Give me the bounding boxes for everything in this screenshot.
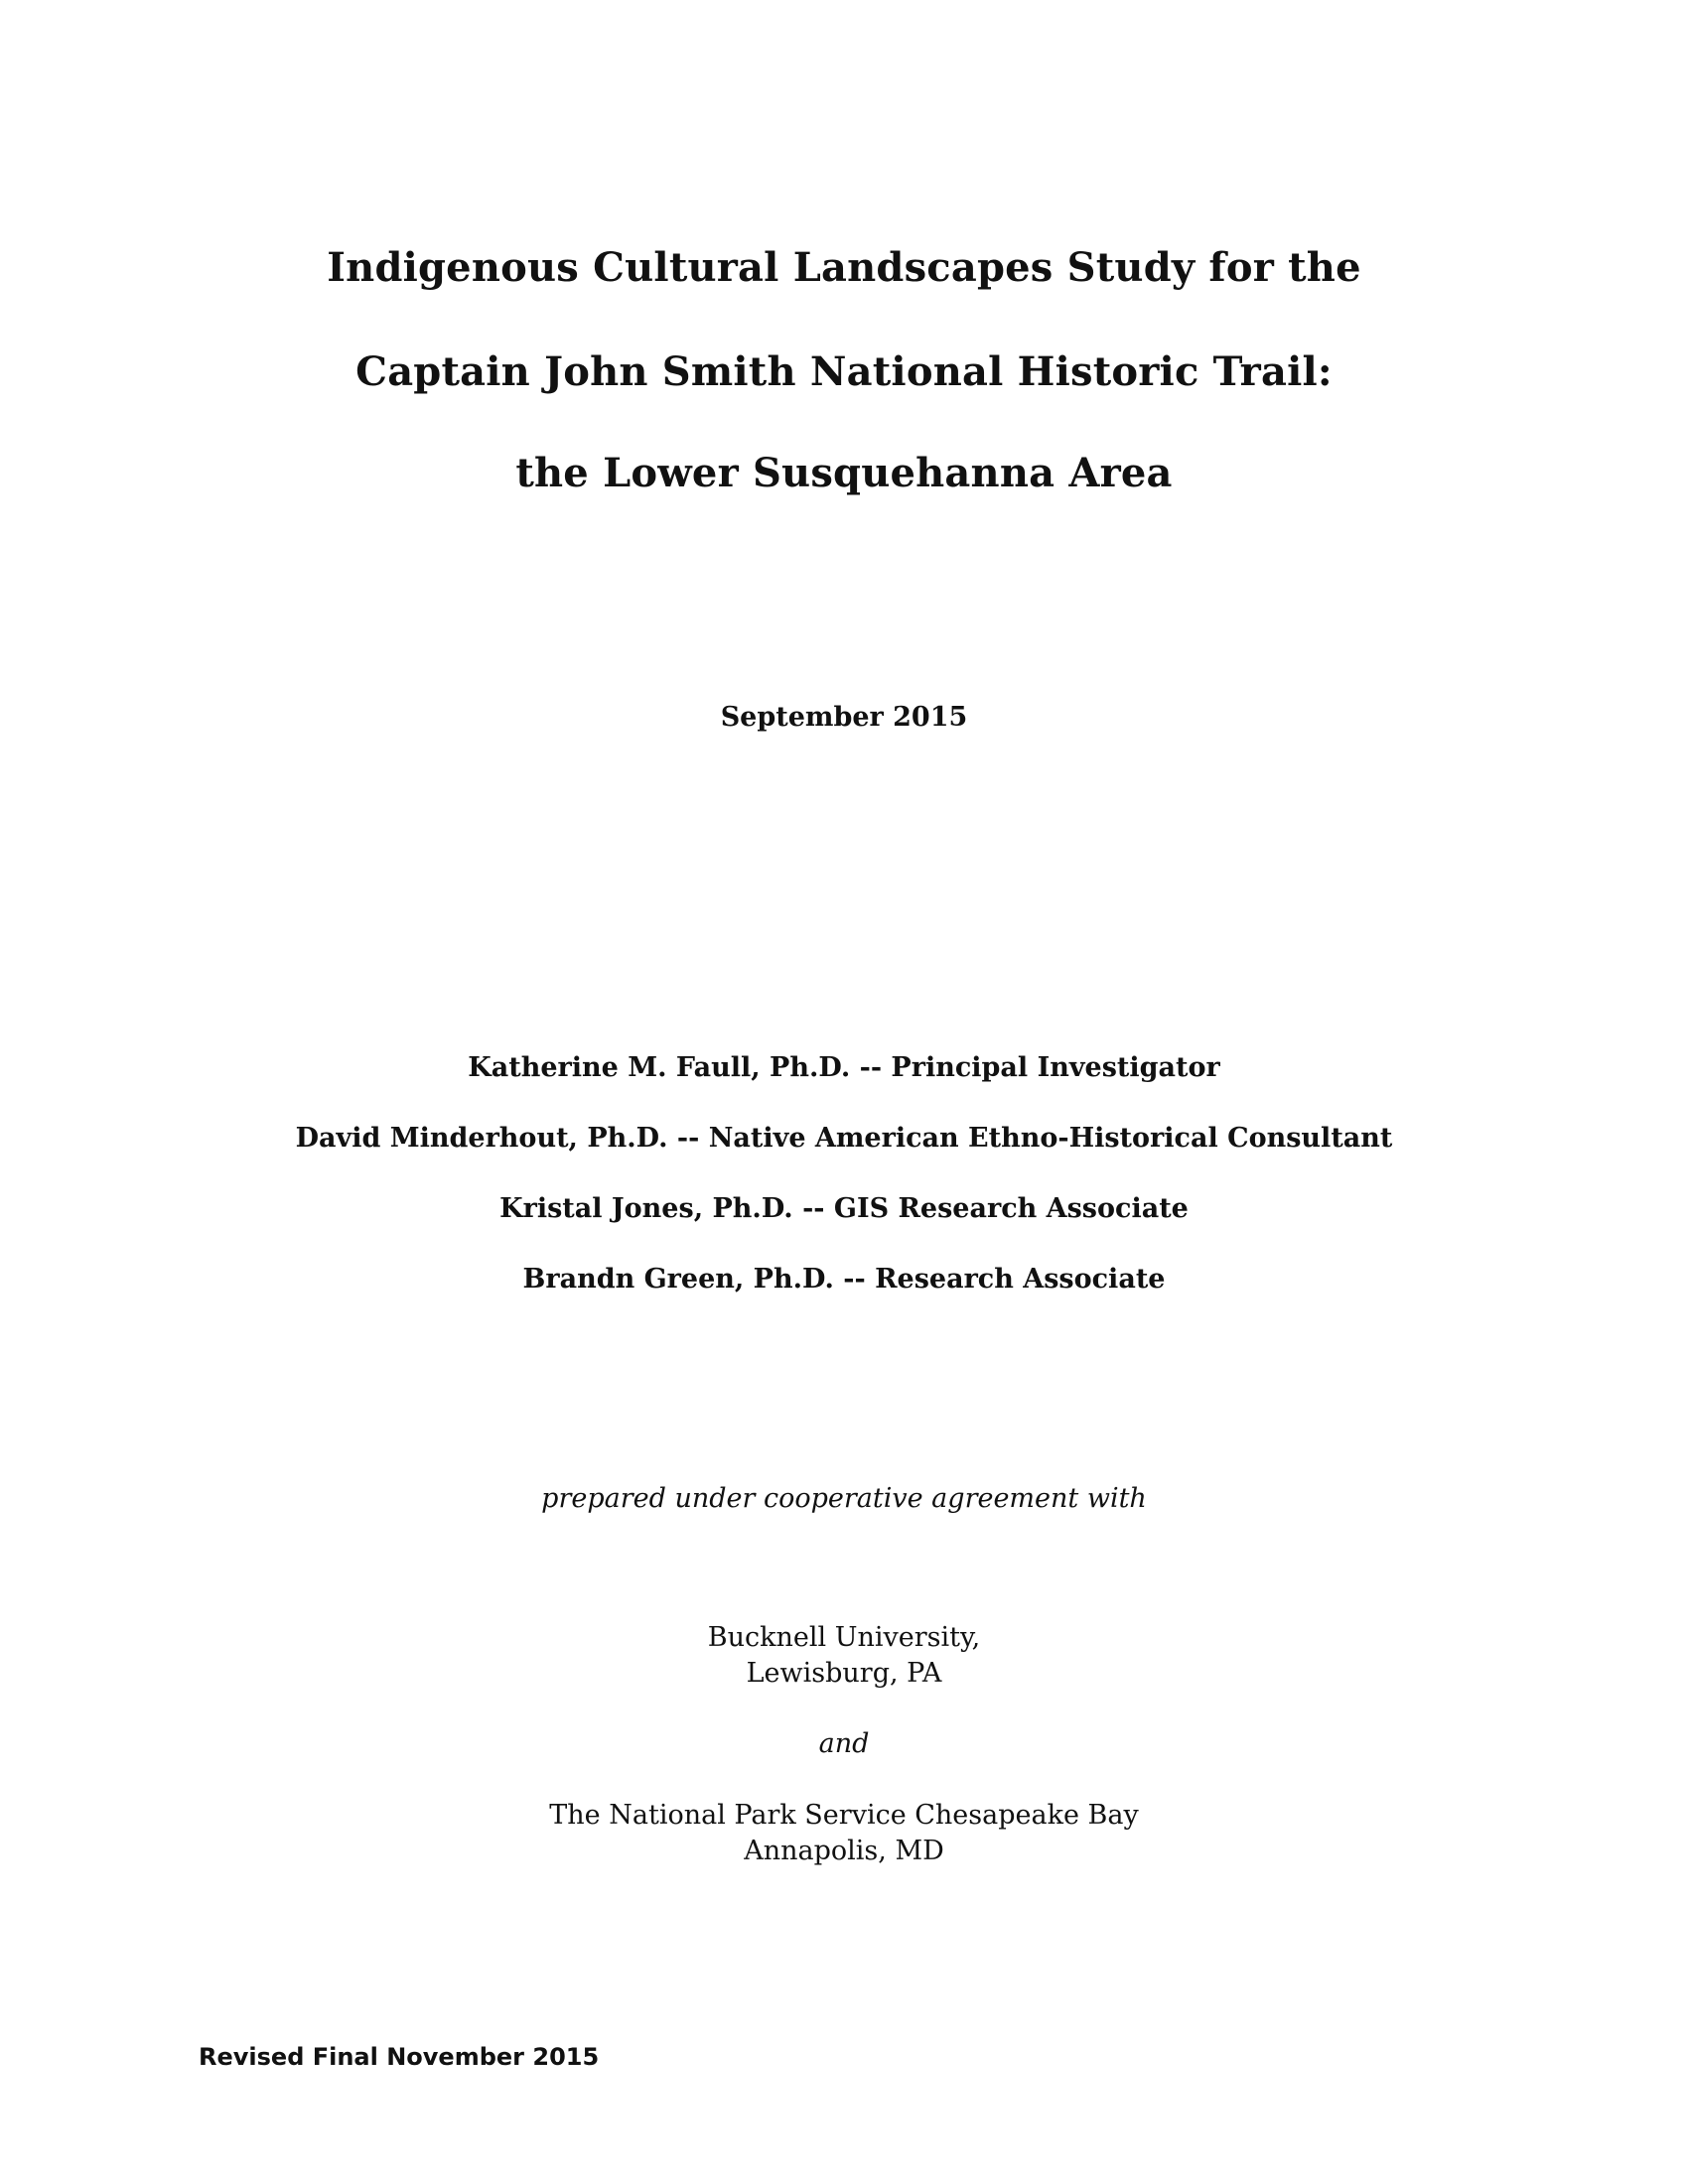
- institution-2-name: The National Park Service Chesapeake Bay: [549, 1800, 1139, 1831]
- institution-2-location: Annapolis, MD: [744, 1836, 944, 1866]
- revision-note: Revised Final November 2015: [199, 2043, 600, 2071]
- report-date: September 2015: [720, 702, 968, 733]
- title-line-1: Indigenous Cultural Landscapes Study for the: [327, 244, 1361, 291]
- author-line-3: Kristal Jones, Ph.D. -- GIS Research Associate: [499, 1193, 1189, 1224]
- conjunction: and: [818, 1728, 870, 1759]
- author-line-4: Brandn Green, Ph.D. -- Research Associate: [522, 1264, 1166, 1295]
- institution-1-name: Bucknell University,: [707, 1622, 981, 1653]
- prepared-note: prepared under cooperative agreement with: [541, 1483, 1147, 1514]
- title-line-3: the Lower Susquehanna Area: [515, 450, 1173, 496]
- title-line-2: Captain John Smith National Historic Trail:: [355, 348, 1333, 395]
- author-line-1: Katherine M. Faull, Ph.D. -- Principal Investigator: [468, 1052, 1220, 1083]
- author-line-2: David Minderhout, Ph.D. -- Native American Ethno-Historical Consultant: [295, 1123, 1393, 1154]
- institution-1-location: Lewisburg, PA: [746, 1658, 942, 1689]
